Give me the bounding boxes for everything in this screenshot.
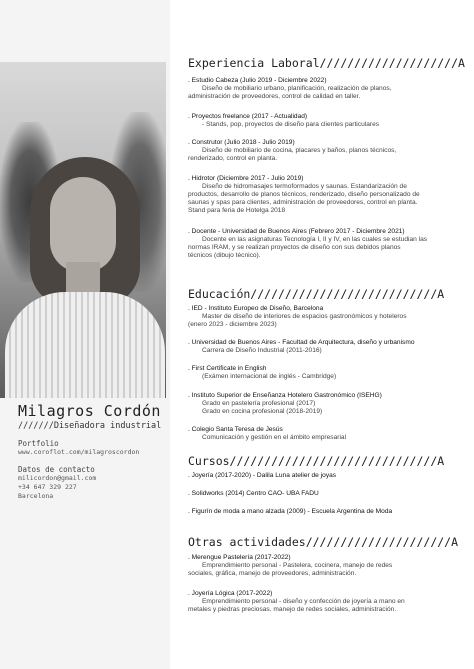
entry-line: Emprendimiento personal - diseño y confección de joyería a mano en <box>202 598 405 605</box>
entry-line: Stand para feria de Hotelga 2018 <box>188 207 286 214</box>
entry-line: Master de diseño de interiores de espacios gastronómicos y hoteleros <box>202 313 407 320</box>
entry-line: sociales, gráfica, manejo de proveedores, administración. <box>188 570 357 577</box>
photo-face <box>50 177 116 272</box>
education-entry <box>188 365 470 381</box>
contact-phone: +34 647 329 227 <box>18 483 77 491</box>
entry-title: . Hidrotor (Diciembre 2017 - Julio 2019) <box>188 175 304 182</box>
education-entry <box>188 305 470 329</box>
profile-photo <box>0 62 166 398</box>
experience-entry <box>188 77 470 101</box>
entry-title: . Construtor (Julio 2018 - Julio 2019) <box>188 139 295 146</box>
entry-title: . First Certificate in English <box>188 365 267 372</box>
entry-line: Grado en cocina profesional (2018-2019) <box>202 408 323 415</box>
entry-line: normas IRAM, y se realizan proyectos de diseño con sus debidos planos <box>188 244 401 251</box>
entry-title: . Universidad de Buenos Aires - Facultad de Arquitectura, diseño y urbanismo <box>188 339 415 346</box>
contact-email[interactable]: milicordon@gmail.com <box>18 474 97 482</box>
entry-title: . Instituto Superior de Enseñanza Hotelero Gastronómico (ISEHG) <box>188 392 382 399</box>
entry-line: Diseño de hidromasajes termoformados y saunas. Estandarización de <box>202 183 407 190</box>
entry-line: Docente en las asignaturas Tecnología I, II y IV, en las cuales se estudian las <box>202 236 428 243</box>
experience-entry <box>188 139 470 163</box>
entry-line: administración de proveedores, control de calidad en taller. <box>188 93 361 100</box>
entry-title: . Docente - Universidad de Buenos Aires (Febrero 2017 - Diciembre 2021) <box>188 228 405 235</box>
section-title-courses: Cursos//////////////////////////////A <box>188 454 445 468</box>
section-title-education: Educación///////////////////////////A <box>188 287 445 301</box>
experience-entry <box>188 113 470 129</box>
profile-info <box>18 402 168 501</box>
entry-title: . Proyectos freelance (2017 - Actualidad) <box>188 113 308 120</box>
entry-line: Diseño de mobiliario de cocina, placares y baños, planos técnicos, <box>202 147 397 154</box>
sidebar <box>0 0 170 669</box>
entry-title: . Joyería Lógica (2017-2022) <box>188 590 273 597</box>
entry-title: . IED - Instituto Europeo de Diseño, Barcelona <box>188 305 324 312</box>
course-entry <box>188 472 470 480</box>
experience-entry <box>188 175 470 215</box>
entry-title: . Estudio Cabeza (Julio 2019 - Diciembre 2022) <box>188 77 327 84</box>
entry-title: . Joyería (2017-2020) - Dalila Luna atelier de joyas <box>188 472 337 479</box>
contact-city: Barcelona <box>18 492 54 500</box>
entry-line: (Exámen internacional de inglés - Cambridge) <box>202 373 337 380</box>
experience-entry <box>188 228 470 260</box>
entry-line: - Stands, pop, proyectos de diseño para clientes particulares <box>202 121 380 128</box>
entry-title: . Merengue Pastelería (2017-2022) <box>188 554 291 561</box>
course-entry <box>188 490 470 498</box>
entry-title: . Figurín de moda a mano alzada (2009) - Escuela Argentina de Moda <box>188 508 393 515</box>
entry-line: (enero 2023 - diciembre 2023) <box>188 321 277 328</box>
entry-line: técnicos (dibujo técnico). <box>188 252 261 259</box>
activity-entry <box>188 590 470 614</box>
entry-title: . Solidworks (2014) Centro CAO- UBA FADU <box>188 490 319 497</box>
entry-line: metales y piedras preciosas. manejo de redes sociales, administración. <box>188 606 397 613</box>
course-entry <box>188 508 470 516</box>
entry-line: Comunicación y gestión en el ámbito empresarial <box>202 434 347 441</box>
entry-line: renderizado, control en planta. <box>188 155 278 162</box>
education-entry <box>188 339 470 355</box>
contact-label: Datos de contacto <box>18 465 95 474</box>
photo-shirt <box>5 292 165 398</box>
entry-line: productos, desarrollo de planos técnicos, renderizado, diseño personalizado de <box>188 191 420 198</box>
entry-line: Emprendimiento personal - Pastelera, cocinera, manejo de redes <box>202 562 393 569</box>
entry-title: . Colegio Santa Teresa de Jesús <box>188 426 283 433</box>
entry-line: Carrera de Diseño Industrial (2011-2016) <box>202 347 322 354</box>
entry-line: Diseño de mobiliario urbano, planificación, realización de planos, <box>202 85 392 92</box>
section-title-other: Otras actividades/////////////////////A <box>188 535 459 549</box>
activity-entry <box>188 554 470 578</box>
education-entry <box>188 426 470 442</box>
entry-line: Grado en pastelería profesional (2017) <box>202 400 316 407</box>
entry-line: saunas y spas para clientes, administración de proveedores, control en planta. <box>188 199 418 206</box>
education-entry <box>188 392 470 416</box>
portfolio-label: Portfolio <box>18 439 59 448</box>
portfolio-link[interactable]: www.coroflot.com/milagroscordon <box>18 448 140 456</box>
profile-name: Milagros Cordón <box>18 402 161 420</box>
section-title-experience: Experiencia Laboral////////////////////A <box>188 56 465 70</box>
profile-role: ///////Diseñadora industrial <box>18 421 162 431</box>
